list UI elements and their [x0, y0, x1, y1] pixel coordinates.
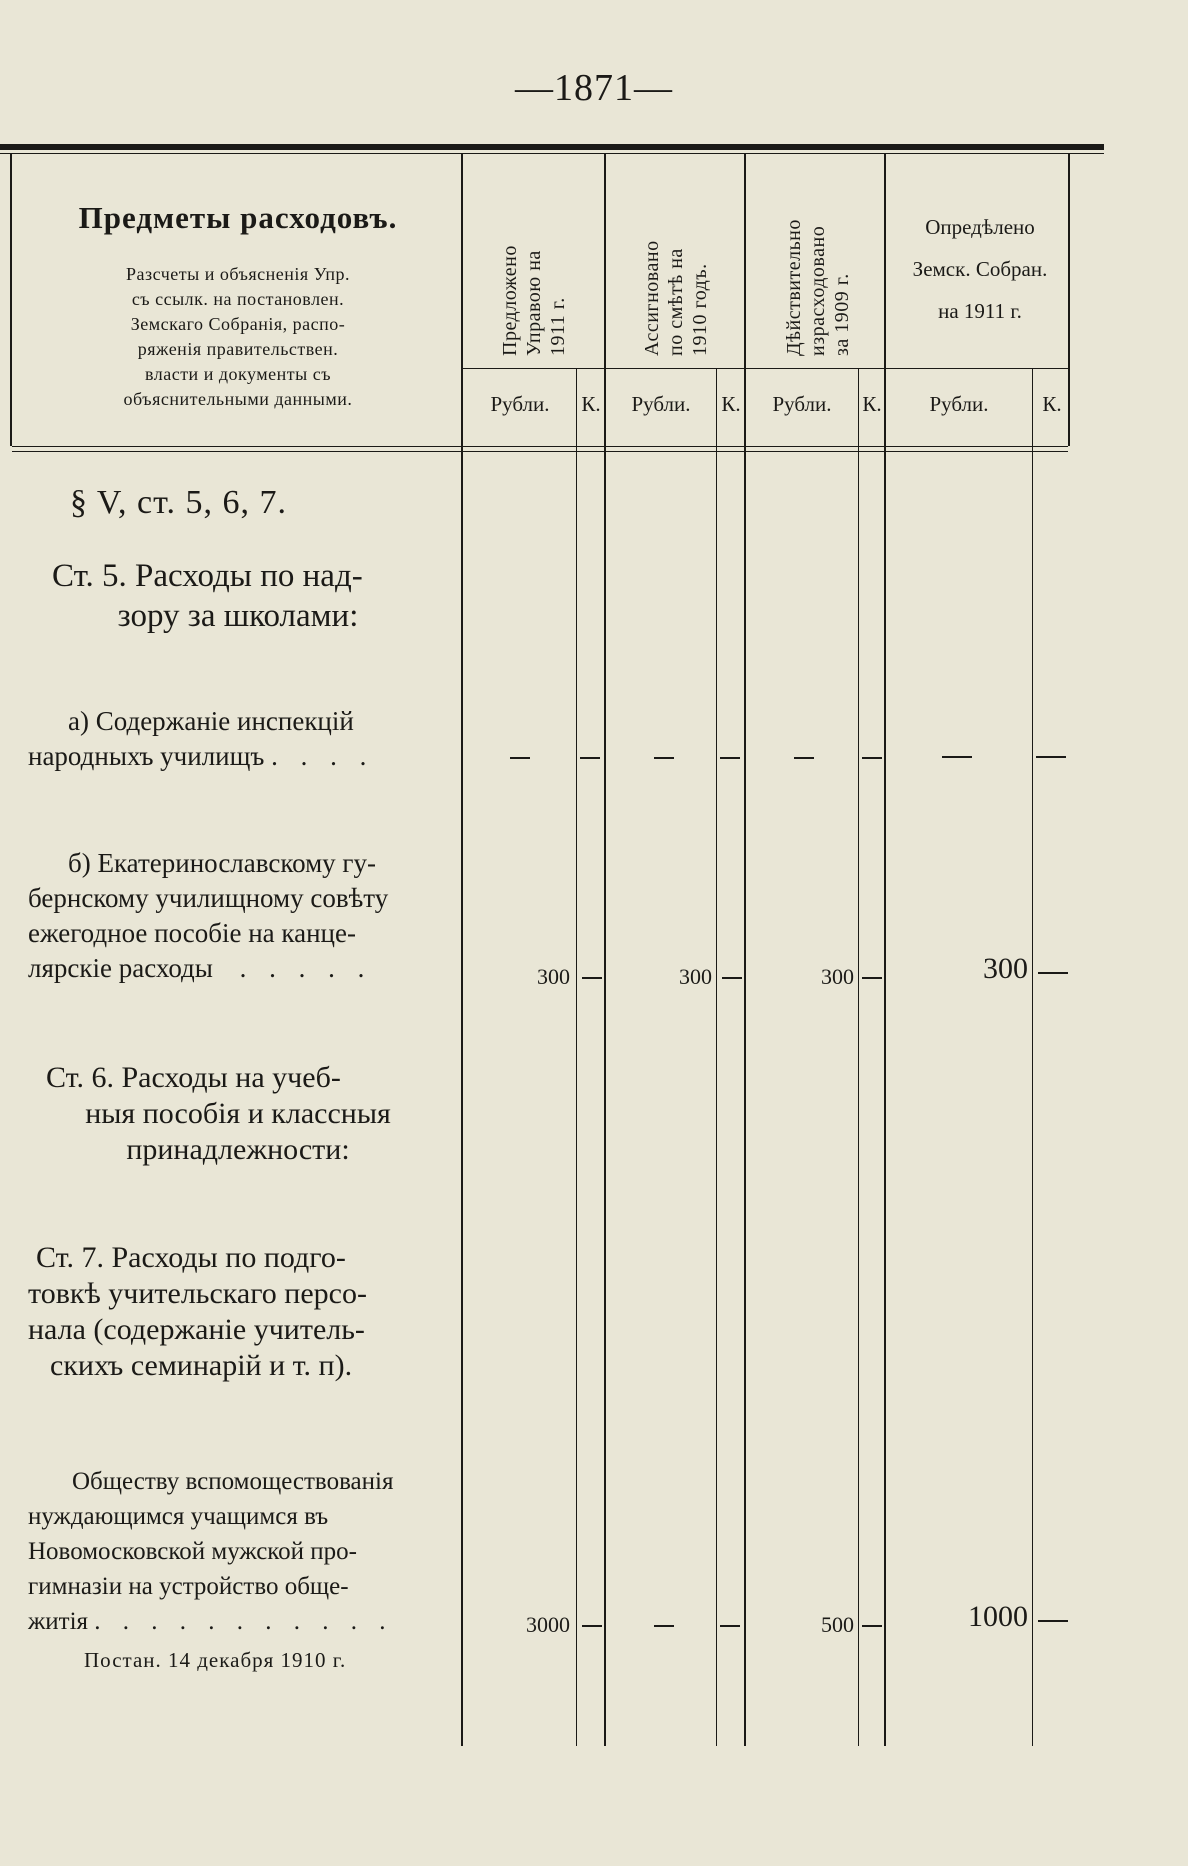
column-title-expenses: Предметы расходовъ.: [78, 200, 398, 235]
item-a-determined-empty: [942, 756, 972, 758]
description-line: съ ссылк. на постановлен.: [131, 289, 345, 309]
item-b-text: лярскіе расходы: [28, 953, 213, 983]
item-c-spent: 500: [821, 1612, 854, 1637]
unit-rubles-3: Рубли.: [772, 392, 832, 416]
item-c-line: Новомосковской мужской про-: [28, 1538, 358, 1565]
item-b-line: ежегодное пособіе на канце-: [28, 918, 356, 948]
unit-row-rule: [462, 368, 1068, 369]
header-bottom-rule-2: [12, 451, 1068, 452]
item-c-assigned-k-empty: [720, 1625, 740, 1627]
header-determined: [890, 206, 1070, 332]
col2-k: [716, 368, 717, 1746]
item-a-spent-k-empty: [862, 757, 882, 759]
article-7-line: товкѣ учительскаго персо-: [28, 1277, 367, 1310]
header-proposed-line: 1911 г.: [547, 297, 569, 356]
leader-dots: . . . .: [271, 741, 375, 771]
item-c-text: житія: [28, 1608, 89, 1635]
item-c-line: Обществу вспомоществованія: [72, 1468, 394, 1495]
item-a-line: а) Содержаніе инспекцій: [68, 706, 354, 736]
header-assigned-line: Ассигновано: [641, 240, 663, 356]
article-7-line: скихъ семинарій и т. п).: [50, 1349, 353, 1382]
item-c-spent-k: [862, 1625, 882, 1627]
item-a-text: народныхъ училищъ: [28, 741, 265, 771]
header-spent: [782, 219, 854, 356]
leader-dots: . . . . .: [239, 953, 373, 983]
article-7-line: нала (содержаніе учитель-: [28, 1313, 365, 1346]
item-c-assigned-empty: [654, 1625, 674, 1627]
description-line: Разсчеты и объясненія Упр.: [126, 264, 350, 284]
item-b-determined-k: [1038, 972, 1068, 974]
page-number: —1871—: [515, 67, 673, 109]
article-7-line: Ст. 7. Расходы по подго-: [36, 1241, 346, 1274]
header-determined-line: на 1911 г.: [938, 299, 1022, 323]
header-determined-line: Опредѣлено: [925, 215, 1035, 239]
item-c-line: нуждающимся учащимся въ: [28, 1503, 329, 1530]
col4-k: [1032, 368, 1033, 1746]
table-top-rule-thin: [0, 153, 1104, 154]
header-bottom-rule: [12, 446, 1068, 447]
column-description: [28, 262, 448, 412]
item-c: [28, 1464, 448, 1678]
item-b-determined: 300: [983, 952, 1028, 985]
item-b-line: [28, 951, 448, 986]
article-7: [28, 1240, 448, 1384]
left-border: [10, 154, 12, 446]
item-c-line: [28, 1604, 448, 1639]
item-b-assigned: 300: [679, 964, 712, 989]
description-line: ряженія правительствен.: [137, 339, 339, 359]
header-spent-line: Дѣйствительно: [783, 219, 805, 356]
item-c-proposed: 3000: [526, 1612, 570, 1637]
description-line: Земскаго Собранія, распо-: [130, 314, 346, 334]
col4-left: [884, 154, 886, 1746]
item-b-proposed-k: [582, 977, 602, 979]
resolution-note: Постан. 14 декабря 1910 г.: [84, 1648, 347, 1672]
header-assigned-line: 1910 годъ.: [689, 263, 711, 356]
item-b-line: б) Екатеринославскому гу-: [68, 848, 376, 878]
col3-k: [858, 368, 859, 1746]
header-proposed: [498, 245, 570, 356]
item-b-line: бернскому училищному совѣту: [28, 883, 389, 913]
table-top-rule: [0, 144, 1104, 150]
item-b-spent-k: [862, 977, 882, 979]
item-b-assigned-k: [722, 977, 742, 979]
section-heading: § V, ст. 5, 6, 7.: [70, 484, 287, 521]
article-6-line: принадлежности:: [126, 1133, 350, 1166]
item-a-proposed-empty: [510, 757, 530, 759]
header-spent-line: за 1909 г.: [831, 273, 853, 356]
item-b-proposed: 300: [537, 964, 570, 989]
article-6-line: ныя пособія и классныя: [85, 1097, 391, 1130]
item-c-proposed-k: [582, 1625, 602, 1627]
unit-kopecks-1: К.: [581, 392, 601, 416]
unit-kopecks-4: К.: [1042, 392, 1062, 416]
col1-k: [576, 368, 577, 1746]
article-6-line: Ст. 6. Расходы на учеб-: [46, 1061, 341, 1094]
item-b-spent: 300: [821, 964, 854, 989]
item-a-line: [28, 739, 448, 774]
header-proposed-line: Предложено: [499, 245, 521, 356]
item-a-proposed-k-empty: [580, 757, 600, 759]
header-proposed-line: Управою на: [523, 250, 545, 356]
unit-rubles-4: Рубли.: [929, 392, 989, 416]
unit-kopecks-3: К.: [862, 392, 882, 416]
article-5: [28, 556, 448, 636]
header-assigned: [640, 240, 712, 356]
article-6: [28, 1060, 448, 1168]
unit-kopecks-2: К.: [721, 392, 741, 416]
item-a: [28, 704, 448, 774]
header-spent-line: израсходовано: [807, 225, 829, 356]
col1-left: [461, 154, 463, 1746]
header-determined-line: Земск. Собран.: [912, 257, 1048, 281]
leader-dots: . . . . . . . . . . .: [94, 1608, 394, 1635]
col2-left: [604, 154, 606, 1746]
description-line: власти и документы съ: [144, 364, 332, 384]
unit-rubles-2: Рубли.: [631, 392, 691, 416]
item-a-assigned-empty: [654, 757, 674, 759]
item-a-spent-empty: [794, 757, 814, 759]
item-b: [28, 846, 448, 986]
unit-rubles-1: Рубли.: [490, 392, 550, 416]
item-a-determined-k-empty: [1036, 756, 1066, 758]
article-5-line: зору за школами:: [117, 598, 359, 634]
col3-left: [744, 154, 746, 1746]
item-c-determined-k: [1038, 1620, 1068, 1622]
item-c-line: гимназіи на устройство обще-: [28, 1573, 349, 1600]
item-a-assigned-k-empty: [720, 757, 740, 759]
header-assigned-line: по смѣтѣ на: [665, 248, 687, 356]
item-c-determined: 1000: [968, 1600, 1028, 1633]
description-line: объяснительными данными.: [123, 389, 353, 409]
article-5-line: Ст. 5. Расходы по над-: [52, 558, 363, 594]
